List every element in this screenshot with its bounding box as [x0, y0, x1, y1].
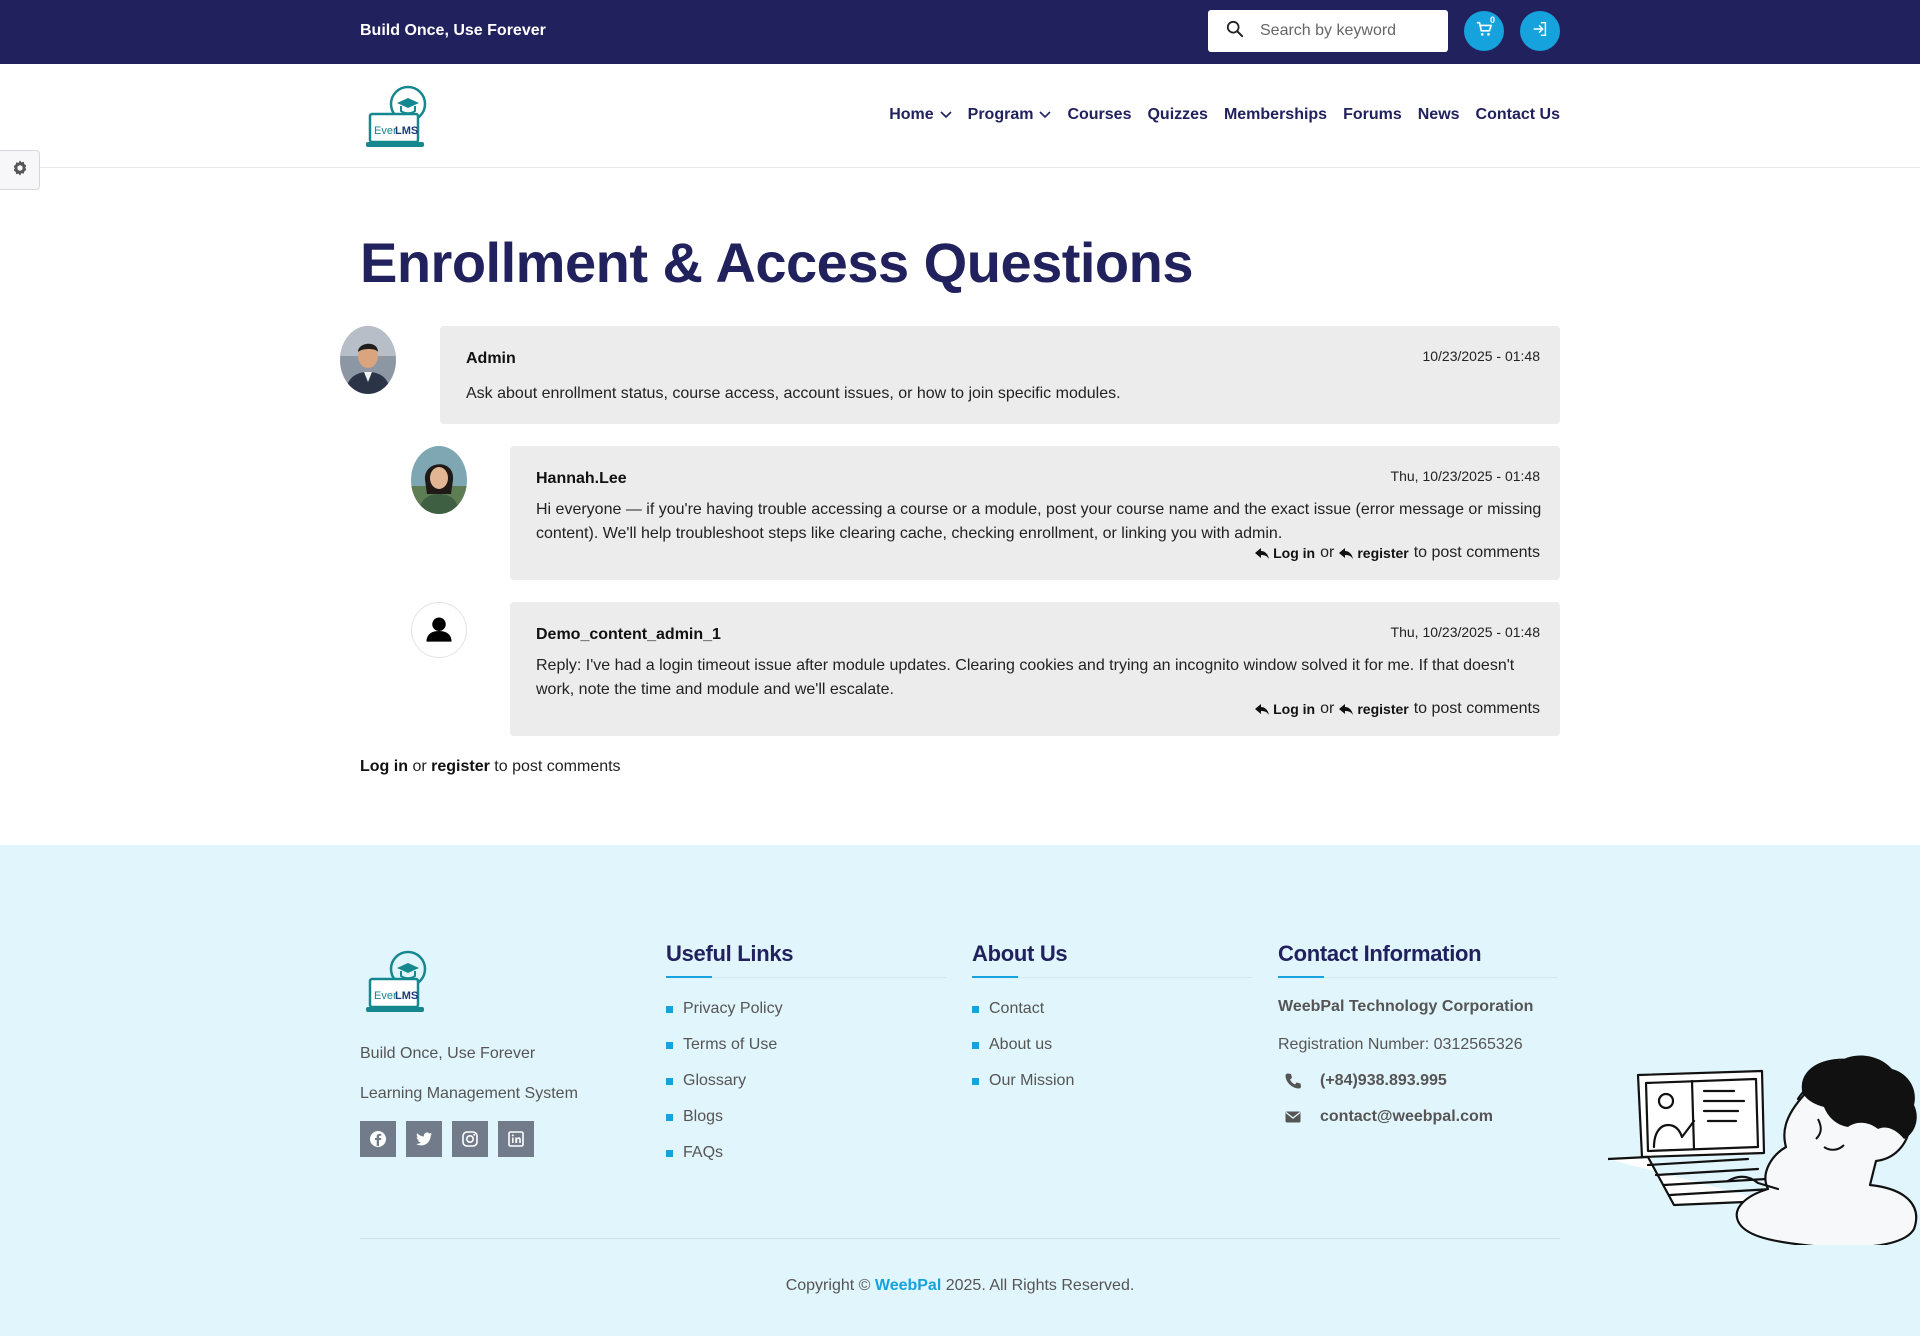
login-button[interactable] [1520, 11, 1560, 51]
about-us-heading: About Us [972, 941, 1068, 966]
search-box[interactable] [1208, 10, 1448, 52]
footer-logo[interactable] [366, 949, 434, 1015]
comment-date: Thu, 10/23/2025 - 01:48 [1390, 468, 1540, 484]
comment-post-text: to post comments [1413, 700, 1540, 717]
top-tagline: Build Once, Use Forever [360, 22, 546, 39]
comment-register-link[interactable]: register [1339, 701, 1408, 717]
nav-courses[interactable]: Courses [1067, 106, 1132, 123]
logo-text-ever: Ever [374, 125, 397, 137]
avatar-admin [340, 326, 396, 394]
linkedin-icon [507, 1130, 525, 1148]
facebook-button[interactable] [360, 1121, 396, 1157]
sign-in-icon [1531, 20, 1549, 43]
bullet-square [972, 1078, 979, 1085]
comment-text: Hi everyone — if you're having trouble accessing a course or a module, post your course name and the exact issue (error message or missing content). We'll help troubleshoot steps like clearing cache, checking enrollment, or linking you with admin. [536, 501, 1542, 542]
company-name: WeebPal Technology Corporation [1278, 998, 1534, 1015]
avatar-hannah [411, 446, 467, 514]
top-bar [0, 0, 1920, 64]
copyright-suffix: 2025. All Rights Reserved. [945, 1277, 1135, 1294]
twitter-button[interactable] [406, 1121, 442, 1157]
nav-news[interactable]: News [1417, 106, 1460, 123]
footer-link-contact[interactable]: Contact [972, 1000, 1252, 1036]
linkedin-button[interactable] [498, 1121, 534, 1157]
comment-login-link[interactable]: Log in [1255, 701, 1315, 717]
cart-button[interactable] [1464, 11, 1504, 51]
heading-underline [972, 977, 1252, 978]
site-header [0, 64, 1920, 168]
footer-link-faqs[interactable]: FAQs [666, 1144, 946, 1180]
envelope-icon [1284, 1108, 1302, 1126]
contact-heading: Contact Information [1278, 941, 1482, 966]
reply-icon [1255, 548, 1269, 559]
site-logo[interactable] [366, 84, 434, 150]
comment-date: Thu, 10/23/2025 - 01:48 [1390, 624, 1540, 640]
copyright-brand-link[interactable]: WeebPal [874, 1277, 942, 1294]
bullet-square [666, 1114, 673, 1121]
instagram-icon [461, 1130, 479, 1148]
contact-phone[interactable]: (+84)938.893.995 [1278, 1072, 1558, 1090]
comment-text: Ask about enrollment status, course access, account issues, or how to join specific modules. [466, 385, 1121, 402]
footer-subtitle: Learning Management System [360, 1085, 578, 1102]
nav-quizzes[interactable]: Quizzes [1147, 106, 1208, 123]
nav-home[interactable]: Home [889, 106, 951, 124]
footer-register-link[interactable]: register [431, 758, 490, 775]
heading-underline [666, 977, 946, 978]
bullet-square [666, 1042, 673, 1049]
comment-register-link[interactable]: register [1339, 545, 1408, 561]
comment-author[interactable]: Admin [466, 350, 516, 367]
comment-post-text: to post comments [1413, 544, 1540, 561]
page-title: Enrollment & Access Questions [360, 231, 1193, 294]
nav-memberships[interactable]: Memberships [1223, 106, 1328, 123]
footer-link-our-mission[interactable]: Our Mission [972, 1072, 1252, 1108]
gear-icon [11, 159, 29, 182]
comment-hannah [510, 446, 1560, 580]
copyright [0, 1277, 1920, 1295]
bullet-square [666, 1078, 673, 1085]
footer-link-terms-of-use[interactable]: Terms of Use [666, 1036, 946, 1072]
footer-link-glossary[interactable]: Glossary [666, 1072, 946, 1108]
logo-text-lms: LMS [395, 125, 419, 137]
bullet-square [972, 1006, 979, 1013]
phone-icon [1284, 1072, 1302, 1090]
footer-divider [360, 1238, 1560, 1239]
comment-or: or [1320, 700, 1335, 717]
student-laptop-illustration [1608, 1055, 1920, 1245]
reply-icon [1339, 704, 1353, 715]
footer-logo-text-lms: LMS [395, 990, 419, 1002]
search-input[interactable] [1260, 22, 1440, 40]
avatar-default [411, 602, 467, 658]
cart-count-badge: 0 [1489, 15, 1495, 25]
main-content [360, 232, 1560, 294]
comment-demo-admin [510, 602, 1560, 736]
chevron-down-icon [940, 111, 952, 119]
bullet-square [972, 1042, 979, 1049]
bullet-square [666, 1006, 673, 1013]
nav-forums[interactable]: Forums [1343, 106, 1402, 123]
comment-or: or [1320, 544, 1335, 561]
contact-email[interactable]: contact@weebpal.com [1278, 1108, 1558, 1126]
comment-actions [1255, 544, 1540, 562]
useful-links-list [666, 1000, 946, 1180]
footer-logo-text-ever: Ever [374, 990, 397, 1002]
settings-toggle[interactable] [0, 150, 40, 190]
footer-tagline: Build Once, Use Forever [360, 1045, 536, 1062]
heading-underline [1278, 977, 1558, 978]
comment-text: Reply: I've had a login timeout issue after module updates. Clearing cookies and trying an incognito window solved it for me. If that doesn't work, note the time and module and we'll escalate. [536, 657, 1515, 698]
footer-login-link[interactable]: Log in [360, 758, 408, 775]
comment-actions [1255, 700, 1540, 718]
footer-post-text: to post comments [494, 758, 621, 775]
chevron-down-icon [1039, 111, 1051, 119]
contact-column [1278, 941, 1558, 1126]
useful-links-heading: Useful Links [666, 941, 794, 966]
footer-link-about-us[interactable]: About us [972, 1036, 1252, 1072]
reply-icon [1255, 704, 1269, 715]
registration-number: Registration Number: 0312565326 [1278, 1036, 1523, 1053]
comment-admin [440, 326, 1560, 424]
comment-login-link[interactable]: Log in [1255, 545, 1315, 561]
comment-date: 10/23/2025 - 01:48 [1422, 348, 1540, 364]
social-links [360, 1121, 534, 1157]
search-icon [1226, 20, 1244, 43]
useful-links-column [666, 941, 946, 1180]
instagram-button[interactable] [452, 1121, 488, 1157]
reply-icon [1339, 548, 1353, 559]
footer-link-privacy-policy[interactable]: Privacy Policy [666, 1000, 946, 1036]
footer-link-blogs[interactable]: Blogs [666, 1108, 946, 1144]
comment-author[interactable]: Hannah.Lee [536, 470, 627, 487]
about-us-list [972, 1000, 1252, 1108]
facebook-icon [369, 1130, 387, 1148]
main-nav [889, 106, 1560, 124]
nav-contact-us[interactable]: Contact Us [1475, 106, 1560, 123]
site-footer [0, 845, 1920, 1336]
bullet-square [666, 1150, 673, 1157]
about-us-column [972, 941, 1252, 1108]
copyright-prefix: Copyright © [785, 1277, 871, 1294]
footer-or: or [412, 758, 427, 775]
post-comment-footer [360, 758, 621, 776]
nav-program[interactable]: Program [968, 106, 1052, 124]
comment-author[interactable]: Demo_content_admin_1 [536, 626, 721, 643]
twitter-icon [415, 1130, 433, 1148]
